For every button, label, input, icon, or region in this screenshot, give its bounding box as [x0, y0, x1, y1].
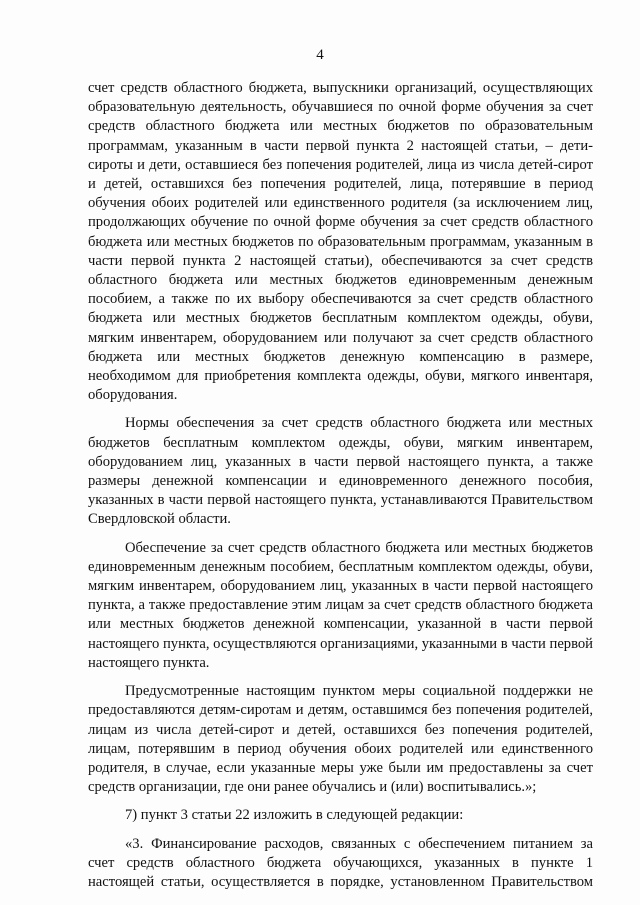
page-number: 4 [316, 47, 324, 63]
paragraph-3: Обеспечение за счет средств областного бюджета или местных бюджетов единовременным денежным пособием, бесплатным комплектом одежды, обуви, мягким инвентарем, оборудованием лиц, указанных в части первой настоящего пункта, а также предоставление этим лицам за счет средств областного бюджета или местных бюджетов денежной компенсации, указанной в части первой настоящего пункта, осуществляются организациями, указанными в части первой настоящего пункта. [88, 539, 593, 671]
paragraph-4: Предусмотренные настоящим пунктом меры социальной поддержки не предоставляются детям-сиротам и детям, оставшимся без попечения родителей, лицам из числа детей-сирот и детей, оставшихся без попечения родителей, лицам, потерявшим в период обучения обоих родителей или единственного родителя, в случае, если указанные меры уже были им предоставлены за счет средств организации, где они ранее обучались и (или) воспитывались.»; [88, 683, 593, 796]
paragraph-5: 7) пункт 3 статьи 22 изложить в следующей редакции: [125, 807, 464, 824]
document-body [88, 79, 593, 892]
paragraph-1: счет средств областного бюджета, выпускники организаций, осуществляющих образовательную деятельность, обучавшиеся по очной форме обучения за счет средств областного бюджета или местных бюджетов по образовательным программам, указанным в части первой пункта 2 настоящей статьи, – дети-сироты и дети, оставшиеся без попечения родителей, лица из числа детей-сирот и детей, оставшихся без попечения родителей, лица, потерявшие в период обучения обоих родителей или единственного родителя (за исключением лиц, продолжающих обучение по очной форме обучения за счет средств областного бюджета или местных бюджетов по образовательным программам, указанным в части первой пункта 2 настоящей статьи), обеспечиваются за счет средств областного бюджета или местных бюджетов единовременным денежным пособием, а также по их выбору обеспечиваются за счет средств областного бюджета или местных бюджетов бесплатным комплектом одежды, обуви, мягким инвентарем, оборудованием или получают за счет средств областного бюджета или местных бюджетов денежную компенсацию в размере, необходимом для приобретения комплекта одежды, обуви, мягкого инвентаря, оборудования. [88, 80, 593, 404]
paragraph-6: «3. Финансирование расходов, связанных с обеспечением питанием за счет средств областного бюджета обучающихся, указанных в пункте 1 настоящей статьи, осуществляется в порядке, установленном Правительством [88, 835, 593, 890]
paragraph-2: Нормы обеспечения за счет средств областного бюджета или местных бюджетов бесплатным комплектом одежды, обуви, мягким инвентарем, оборудованием лиц, указанных в части первой настоящего пункта, а также размеры денежной компенсации и единовременного денежного пособия, указанных в части первой настоящего пункта, устанавливаются Правительством Свердловской области. [88, 415, 593, 528]
